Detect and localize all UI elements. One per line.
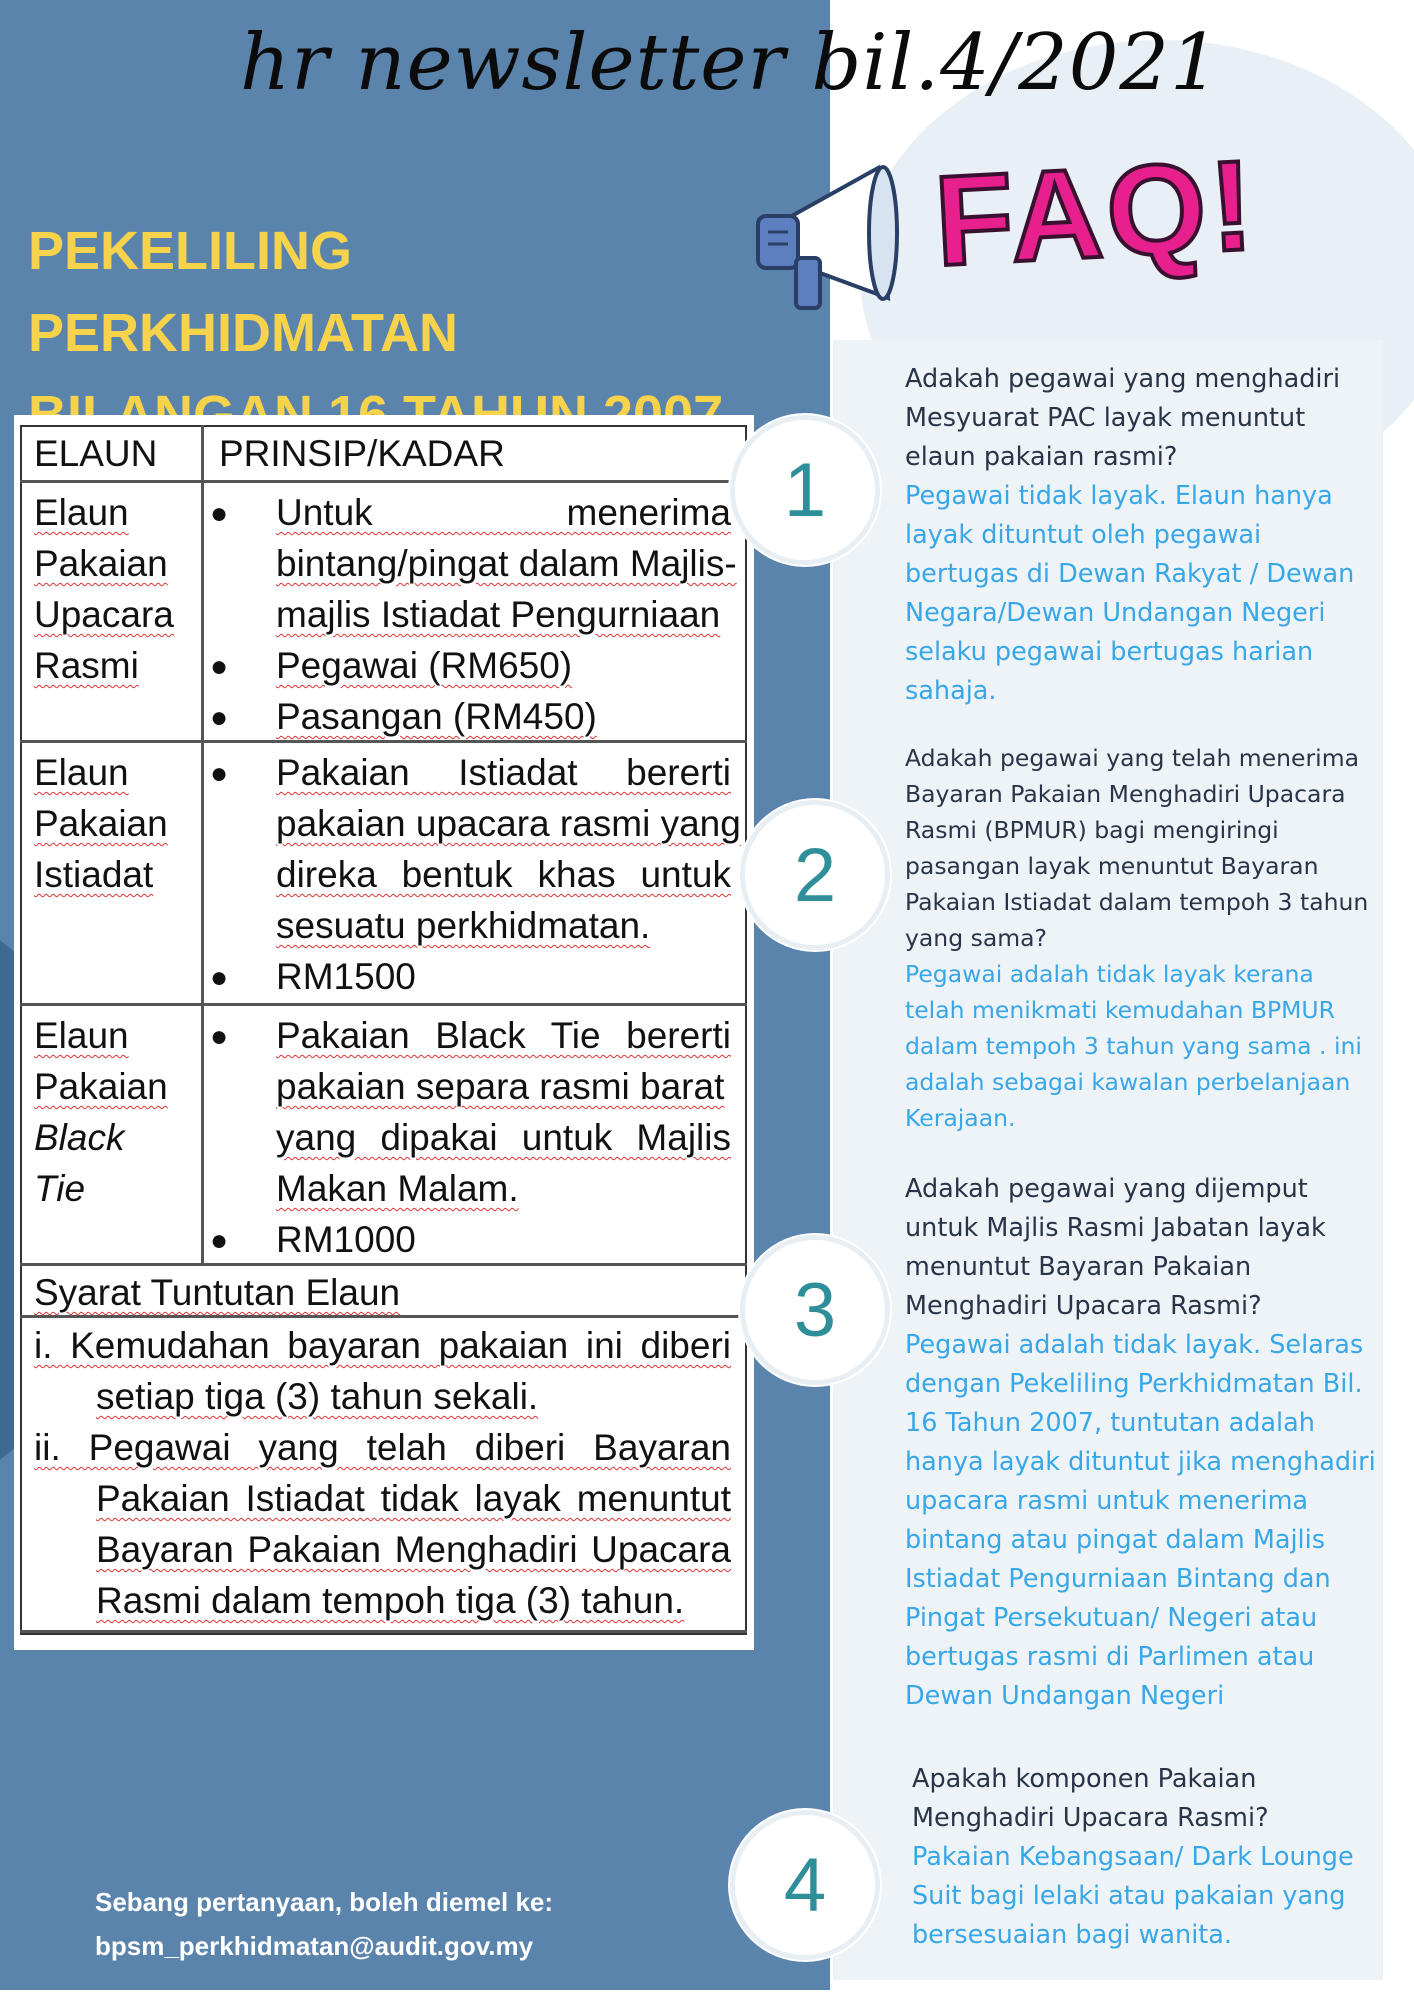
row3-elaun-2: Pakaian [34, 1066, 168, 1107]
row3-line-2: pakaian separa rasmi barat [276, 1066, 725, 1107]
row2-elaun-3: Istiadat [34, 854, 154, 895]
row1-elaun-3: Upacara [34, 594, 174, 635]
row1-elaun-1: Elaun [34, 492, 129, 533]
faq-banner: FAQ! [931, 133, 1261, 294]
row1-elaun-2: Pakaian [34, 543, 168, 584]
row2-line-1: Pakaian Istiadat bererti [276, 752, 731, 793]
bullet: ● [210, 1020, 229, 1053]
row2-line-5: RM1500 [276, 956, 416, 997]
bullet: ● [210, 701, 229, 734]
row1-line-4: Pegawai (RM650) [276, 645, 573, 686]
faq-question-4: Apakah komponen Pakaian Menghadiri Upacara Rasmi? [912, 1764, 1269, 1833]
faq-question-2: Adakah pegawai yang telah menerima Bayaran Pakaian Menghadiri Upacara Rasmi (BPMUR) bagi mengiringi pasangan layak menuntut Bayaran Pakaian Istiadat dalam tempoh 3 tahun yang sama? [905, 744, 1369, 952]
newsletter-title: hr newsletter bil.4/2021 [240, 18, 1221, 108]
faq-item-1 [905, 360, 1375, 711]
contact-text: Sebang pertanyaan, boleh diemel ke: [95, 1887, 554, 1917]
row2-elaun-2: Pakaian [34, 803, 168, 844]
row2-line-3: direka bentuk khas untuk [276, 854, 731, 895]
syarat-line-2: setiap tiga (3) tahun sekali. [96, 1376, 539, 1417]
row1-line-5: Pasangan (RM450) [276, 696, 597, 737]
faq-item-4 [912, 1760, 1367, 1955]
allowance-table [14, 415, 754, 1650]
table-column-divider [201, 425, 204, 1263]
bullet: ● [210, 497, 229, 530]
syarat-title: Syarat Tuntutan Elaun [34, 1272, 401, 1313]
row2-elaun-1: Elaun [34, 752, 129, 793]
faq-number-4: 4 [730, 1810, 880, 1960]
bullet: ● [210, 650, 229, 683]
row3-line-5: RM1000 [276, 1219, 416, 1260]
table-divider [20, 1003, 747, 1006]
faq-question-1: Adakah pegawai yang menghadiri Mesyuarat PAC layak menuntut elaun pakaian rasmi? [905, 364, 1341, 472]
row1-elaun-4: Rasmi [34, 645, 139, 686]
contact-info [95, 1880, 553, 1968]
faq-number-3: 3 [740, 1235, 890, 1385]
row1-line-3: majlis Istiadat Pengurniaan [276, 594, 721, 635]
faq-answer-2: Pegawai adalah tidak layak kerana telah menikmati kemudahan BPMUR dalam tempoh 3 tahun yang sama . ini adalah sebagai kawalan perbelanjaan Kerajaan. [905, 960, 1362, 1132]
contact-email[interactable]: bpsm_perkhidmatan@audit.gov.my [95, 1931, 534, 1961]
faq-item-2 [905, 740, 1380, 1136]
syarat-line-4: Pakaian Istiadat tidak layak menuntut [96, 1478, 731, 1519]
row1-line-2: bintang/pingat dalam Majlis- [276, 543, 737, 584]
table-divider [20, 1630, 747, 1633]
bullet: ● [210, 757, 229, 790]
faq-number-2: 2 [740, 800, 890, 950]
column-header-prinsip: PRINSIP/KADAR [219, 433, 505, 474]
faq-answer-4: Pakaian Kebangsaan/ Dark Lounge Suit bagi lelaki atau pakaian yang bersesuaian bagi wanita. [912, 1842, 1354, 1950]
faq-item-3 [905, 1170, 1377, 1716]
syarat-line-6: Rasmi dalam tempoh tiga (3) tahun. [96, 1580, 685, 1621]
table-divider [20, 480, 747, 483]
bullet: ● [210, 961, 229, 994]
heading-line-1: PEKELILING PERKHIDMATAN [28, 221, 458, 363]
bullet: ● [210, 1224, 229, 1257]
syarat-line-1: i. Kemudahan bayaran pakaian ini diberi [34, 1325, 731, 1366]
row3-line-4: Makan Malam. [276, 1168, 519, 1209]
column-header-elaun: ELAUN [34, 433, 158, 474]
faq-question-3: Adakah pegawai yang dijemput untuk Majlis Rasmi Jabatan layak menuntut Bayaran Pakaian Menghadiri Upacara Rasmi? [905, 1174, 1326, 1321]
row3-line-3: yang dipakai untuk Majlis [276, 1117, 731, 1158]
row3-elaun-1: Elaun [34, 1015, 129, 1056]
faq-answer-1: Pegawai tidak layak. Elaun hanya layak dituntut oleh pegawai bertugas di Dewan Rakyat / Dewan Negara/Dewan Undangan Negeri selaku pegawai bertugas harian sahaja. [905, 481, 1355, 706]
syarat-line-5: Bayaran Pakaian Menghadiri Upacara [96, 1529, 731, 1570]
megaphone-icon [748, 148, 908, 328]
faq-number-1: 1 [730, 415, 880, 565]
row3-elaun-4: Tie [34, 1168, 86, 1209]
row3-line-1: Pakaian Black Tie bererti [276, 1015, 731, 1056]
row2-line-2: pakaian upacara rasmi yang [276, 803, 741, 844]
syarat-line-3: ii. Pegawai yang telah diberi Bayaran [34, 1427, 731, 1468]
row2-line-4: sesuatu perkhidmatan. [276, 905, 651, 946]
row3-elaun-3: Black [34, 1117, 125, 1158]
row1-line-1: Untuk menerima [276, 492, 731, 533]
faq-answer-3: Pegawai adalah tidak layak. Selaras dengan Pekeliling Perkhidmatan Bil. 16 Tahun 2007, tuntutan adalah hanya layak dituntut jika menghadiri upacara rasmi untuk menerima bintang atau pingat dalam Majlis Istiadat Pengurniaan Bintang dan Pingat Persekutuan/ Negeri atau bertugas rasmi di Parlimen atau Dewan Undangan Negeri [905, 1330, 1376, 1711]
